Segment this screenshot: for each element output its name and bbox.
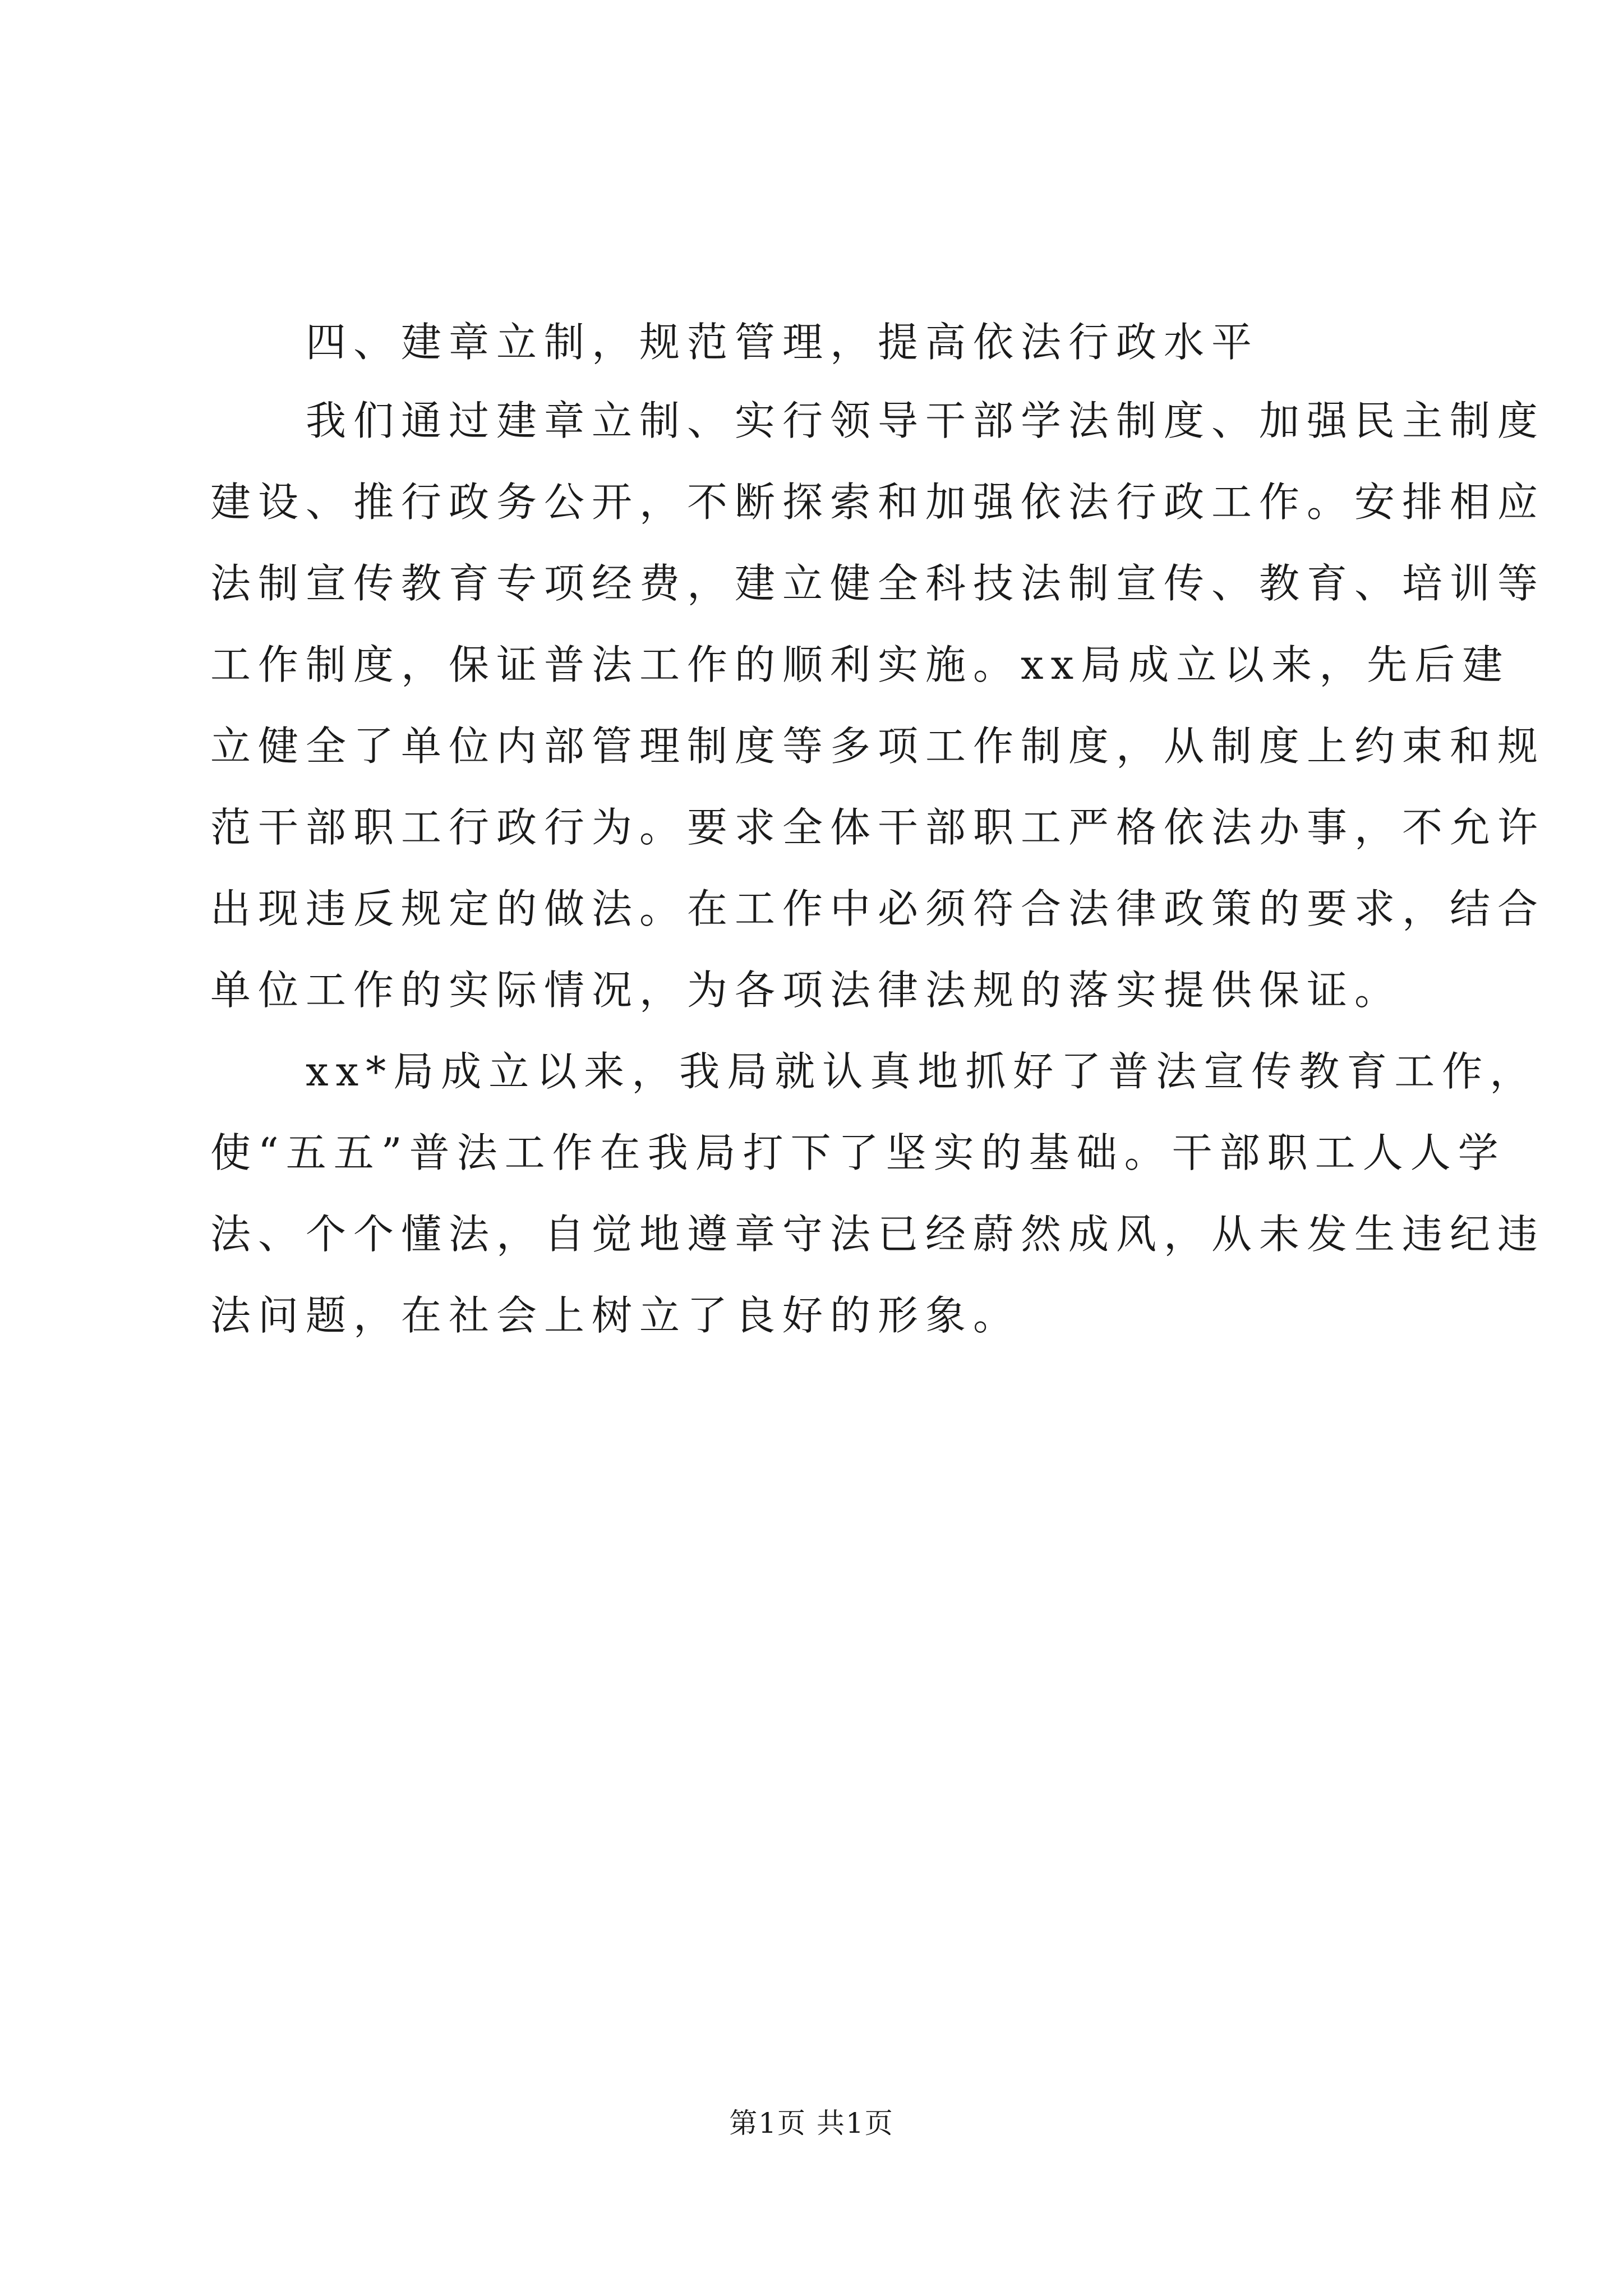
paragraph-1-line-8: 单位工作的实际情况，为各项法律法规的落实提供保证。 (210, 967, 1403, 1014)
page-footer: 第1页 共1页 (729, 2107, 894, 2139)
paragraph-2-line-3: 法、个个懂法，自觉地遵章守法已经蔚然成风，从未发生违纪违 (210, 1211, 1546, 1258)
paragraph-1-line-6: 范干部职工行政行为。要求全体干部职工严格依法办事，不允许 (210, 804, 1546, 851)
paragraph-1-line-4: 工作制度，保证普法工作的顺利实施。xx局成立以来，先后建 (210, 641, 1510, 688)
paragraph-1-line-3: 法制宣传教育专项经费，建立健全科技法制宣传、教育、培训等 (210, 560, 1546, 607)
section-heading: 四、建章立制，规范管理，提高依法行政水平 (306, 319, 1260, 366)
paragraph-1-line-7: 出现违反规定的做法。在工作中必须符合法律政策的要求，结合 (210, 885, 1546, 932)
paragraph-1-line-2: 建设、推行政务公开，不断探索和加强依法行政工作。安排相应 (210, 478, 1546, 526)
paragraph-2-line-4: 法问题，在社会上树立了良好的形象。 (210, 1292, 1021, 1339)
paragraph-1-line-1: 我们通过建章立制、实行领导干部学法制度、加强民主制度 (306, 397, 1546, 444)
paragraph-2-line-2: 使“五五”普法工作在我局打下了坚实的基础。干部职工人人学 (210, 1129, 1506, 1176)
paragraph-2-line-1: xx*局成立以来，我局就认真地抓好了普法宣传教育工作， (306, 1048, 1538, 1095)
paragraph-1-line-5: 立健全了单位内部管理制度等多项工作制度，从制度上约束和规 (210, 723, 1546, 770)
